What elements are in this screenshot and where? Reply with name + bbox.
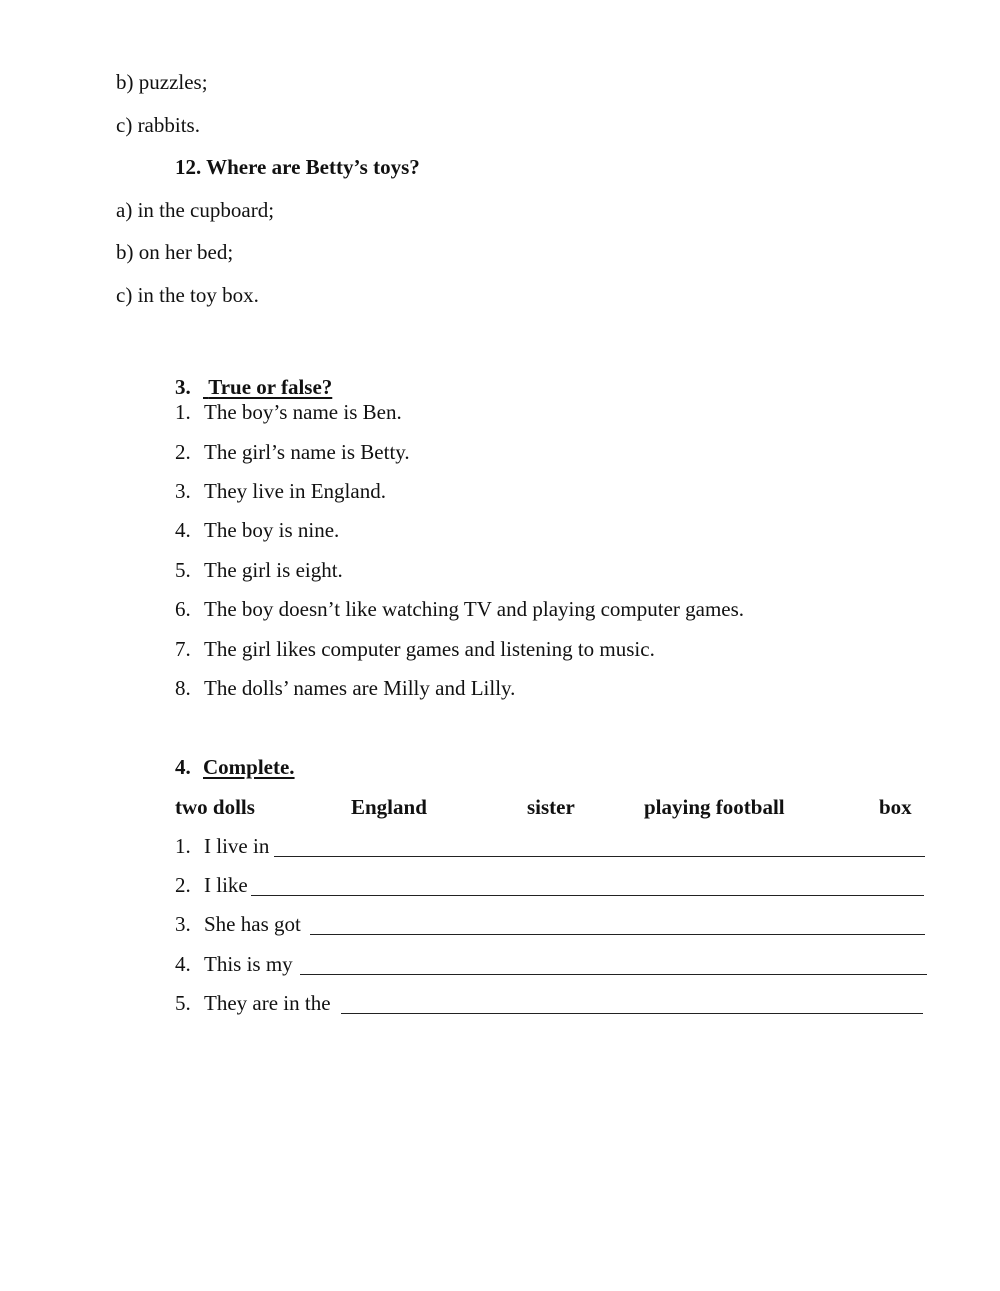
complete-item: 4. This is my xyxy=(175,952,293,976)
section3-number: 3. xyxy=(175,375,191,399)
q12-option-b: b) on her bed; xyxy=(116,240,234,264)
tf-item: 5. The girl is eight. xyxy=(175,558,343,582)
word-bank-item: two dolls xyxy=(175,795,255,819)
complete-item: 2. I like xyxy=(175,873,248,897)
section4-number: 4. xyxy=(175,755,191,779)
answer-blank[interactable] xyxy=(251,895,924,896)
q11-option-b: b) puzzles; xyxy=(116,70,208,94)
q12-question: 12. Where are Betty’s toys? xyxy=(175,155,420,179)
answer-blank[interactable] xyxy=(310,934,925,935)
word-bank-item: England xyxy=(351,795,427,819)
section3-title: True or false? xyxy=(208,375,333,399)
answer-blank[interactable] xyxy=(300,974,927,975)
word-bank-item: sister xyxy=(527,795,575,819)
tf-item: 6. The boy doesn’t like watching TV and playing computer games. xyxy=(175,597,745,621)
tf-item: 7. The girl likes computer games and listening to music. xyxy=(175,637,655,661)
q12-option-a: a) in the cupboard; xyxy=(116,198,275,222)
complete-item: 3. She has got xyxy=(175,912,301,936)
complete-item: 1. I live in xyxy=(175,834,270,858)
q12-option-c: c) in the toy box. xyxy=(116,283,259,307)
answer-blank[interactable] xyxy=(341,1013,923,1014)
word-bank-item: playing football xyxy=(644,795,785,819)
tf-item: 2. The girl’s name is Betty. xyxy=(175,440,410,464)
q11-option-c: c) rabbits. xyxy=(116,113,200,137)
answer-blank[interactable] xyxy=(274,856,925,857)
word-bank-item: box xyxy=(879,795,912,819)
section4-title: Complete. xyxy=(203,755,295,779)
tf-item: 3. They live in England. xyxy=(175,479,386,503)
tf-item: 4. The boy is nine. xyxy=(175,518,340,542)
tf-item: 1. The boy’s name is Ben. xyxy=(175,400,402,424)
complete-item: 5. They are in the xyxy=(175,991,331,1015)
tf-item: 8. The dolls’ names are Milly and Lilly. xyxy=(175,676,516,700)
